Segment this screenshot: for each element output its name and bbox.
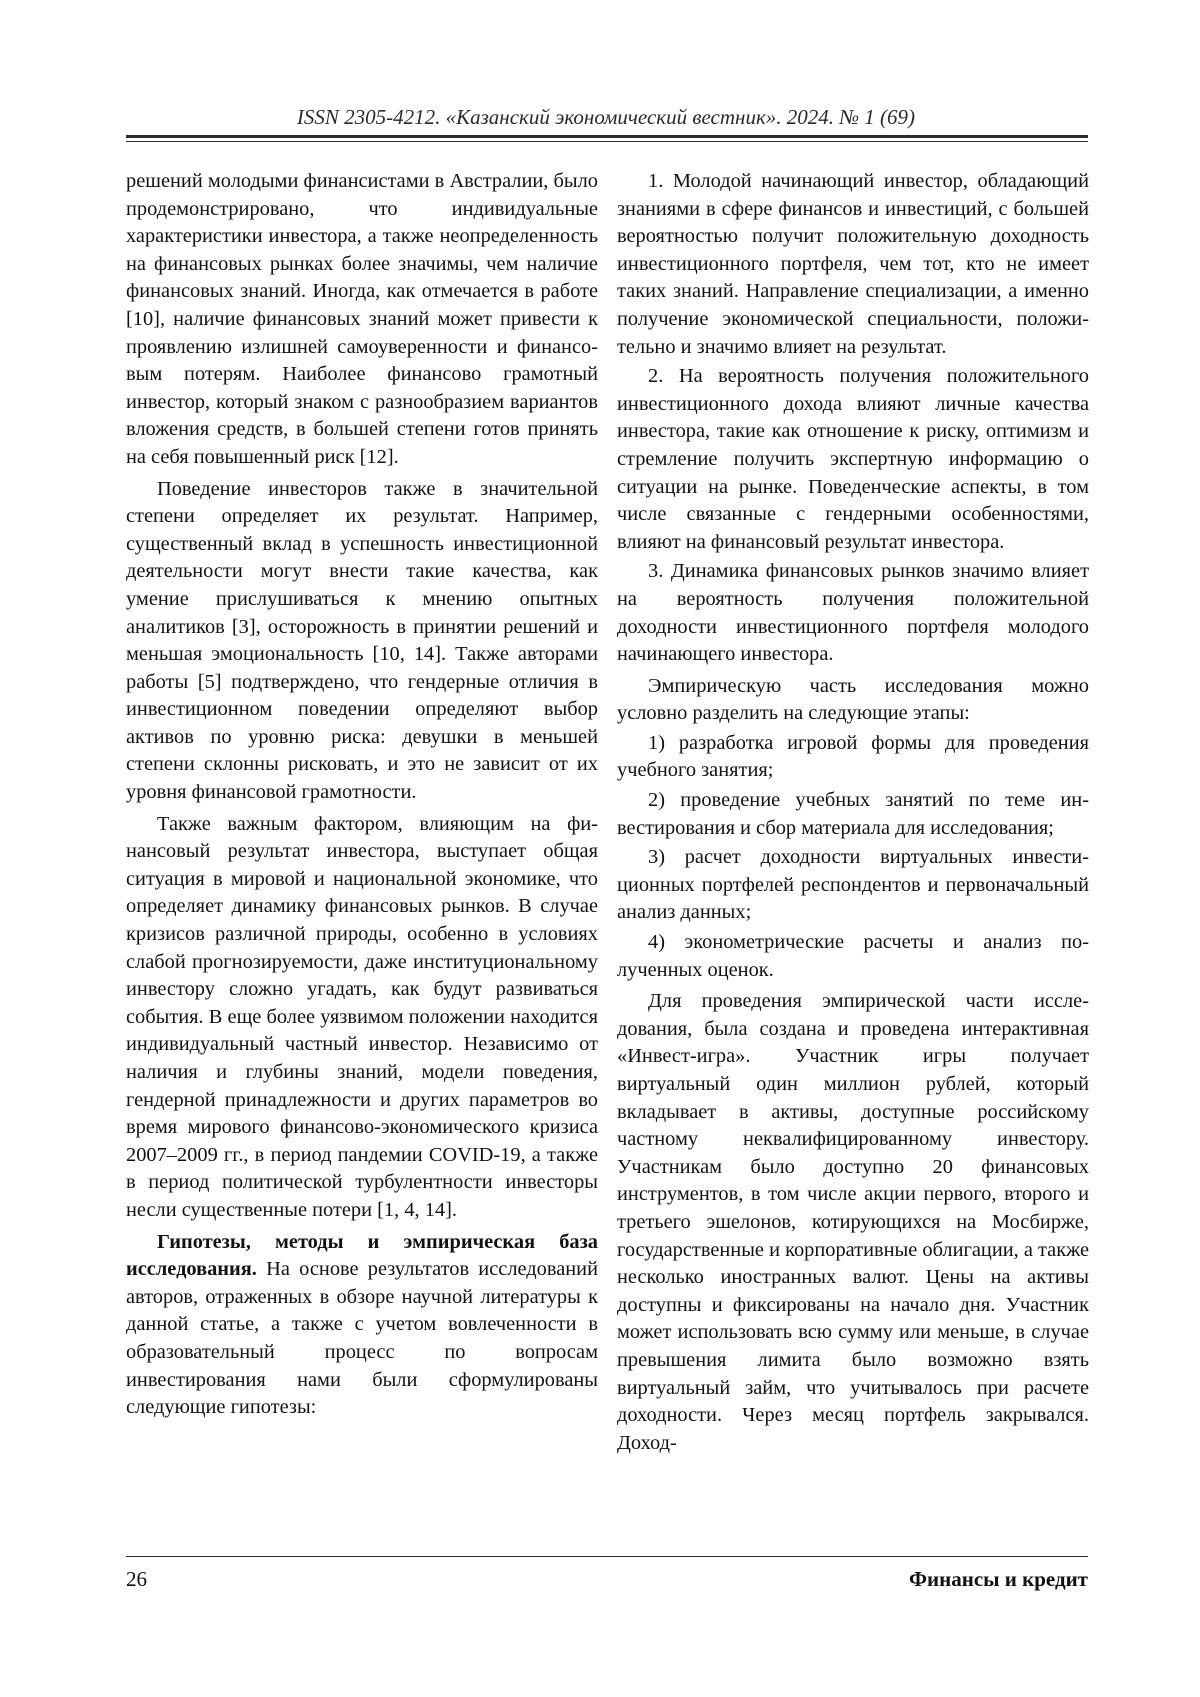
hypothesis-2: 2. На вероятность получения положительного инвестиционного дохода влияют личные качества инвестора, такие как отношение к риску, оптимизм и стремление получить экспертную информацию о ситуации на рынке. Поведенческие аспекты, в том числе связанные с гендерными особенностями, влияют на финансовый результат инвестора. bbox=[617, 365, 1089, 553]
paragraph-investor-behavior: Поведение инвесторов также в значительной степени определяет их результат. Например, существенный вклад в успешность инвестиционной деятельности могут внести такие качества, как умение прислушиваться к мнению опытных аналитиков [3], осторожность в принятии решений и меньшая эмоциональность [10, 14]. Также авторами работы [5] подтверждено, что гендерные отличия в инвестиционном поведении определяют выбор активов по уровню риска: девушки в меньшей степени склонны рисковать, и это не зависит от их уровня финансовой грамотности. bbox=[126, 477, 598, 804]
header-rule-thin bbox=[126, 141, 1088, 142]
paragraph-invest-game: Для проведения эмпирической части исследования, была создана и проведена интерактивная «Инвест-игра». Участник игры получает виртуальный один миллион рублей, который вкладывает в активы, доступные российскому частному неквалифицированному инвестору. Участникам было доступно 20 финансовых инструментов, в том числе акции первого, второго и третьего эшелонов, котирующихся на Мосбирже, государственные и корпоративные облигации, а также несколько иностранных валют. Цены на активы доступны и фиксированы на начало дня. Участник может использовать всю сумму или меньше, в случае превышения лимита было возможно взять виртуальный займ, что учитывалось при расчете доходности. Через месяц портфель закрывался. Доход- bbox=[617, 990, 1089, 1454]
stage-4: 4) эконометрические расчеты и анализ полученных оценок. bbox=[617, 931, 1089, 981]
stage-2: 2) проведение учебных занятий по теме инвестирования и сбор материала для исследования; bbox=[617, 789, 1089, 839]
stage-3: 3) расчет доходности виртуальных инвестиционных портфелей респондентов и первоначальный анализ данных; bbox=[617, 846, 1089, 924]
paragraph-hypotheses-intro-text: На основе результатов исследований авторов, отраженных в обзоре научной литературы к данной статье, а также с учетом вовлеченности в образовательный процесс по вопросам инвестирования нами были сформулированы следующие гипотезы: bbox=[126, 1258, 598, 1419]
running-header: ISSN 2305-4212. «Казанский экономический вестник». 2024. № 1 (69) bbox=[296, 105, 916, 129]
hypothesis-1: 1. Молодой начинающий инвестор, обладающий знаниями в сфере финансов и инвестиций, с большей вероятностью получит положительную доходность инвестиционного портфеля, чем тот, кто не имеет таких знаний. Направление специализации, а именно получение экономической специальности, положительно и значимо влияет на результат. bbox=[617, 170, 1089, 358]
section-title: Гипотезы, методы и эмпирическая база исследования. bbox=[126, 1230, 598, 1281]
right-column bbox=[617, 168, 1089, 1540]
paragraph-economic-situation: Также важным фактором, влияющим на финансовый результат инвестора, выступает общая ситуация в мировой и национальной экономике, что определяет динамику финансовых рынков. В случае кризисов различной природы, особенно в условиях слабой прогнозируемости, даже институциональному инвестору сложно угадать, как будут развиваться события. В еще более уязвимом положении находится индивидуальный частный инвестор. Независимо от наличия и глубины знаний, модели поведения, гендерной принадлежности и других параметров во время мирового финансово-экономического кризиса 2007–2009 гг., в период пандемии COVID-19, а также в период политической турбулентности инвесторы несли существенные потери [1, 4, 14]. bbox=[126, 812, 598, 1221]
paragraph-financial-knowledge: решений молодыми финансистами в Австралии, было продемонстрировано, что индивидуальные характеристики инвестора, а также неопределенность на финансовых рынках более значимы, чем наличие финансовых знаний. Иногда, как отмечается в работе [10], наличие финансовых знаний может привести к проявлению излишней самоуверенности и финансовым потерям. Наиболее финансово грамотный инвестор, который знаком с разнообразием вариантов вложения средств, в большей степени готов принять на себя повышенный риск [12]. bbox=[126, 170, 598, 468]
page-number: 26 bbox=[126, 1567, 147, 1591]
left-column bbox=[126, 168, 598, 1540]
journal-section-name: Финансы и кредит bbox=[908, 1567, 1088, 1591]
stage-1: 1) разработка игровой формы для проведения учебного занятия; bbox=[617, 731, 1089, 782]
hypothesis-3: 3. Динамика финансовых рынков значимо влияет на вероятность получения положительной доходности инвестиционного портфеля молодого начинающего инвестора. bbox=[617, 560, 1089, 666]
footer-rule bbox=[126, 1556, 1088, 1557]
paragraph-stages-intro: Эмпирическую часть исследования можно условно разделить на следующие этапы: bbox=[617, 674, 1089, 725]
paragraph-hypotheses-intro bbox=[126, 1229, 598, 1422]
header-rule-thick bbox=[126, 135, 1088, 138]
